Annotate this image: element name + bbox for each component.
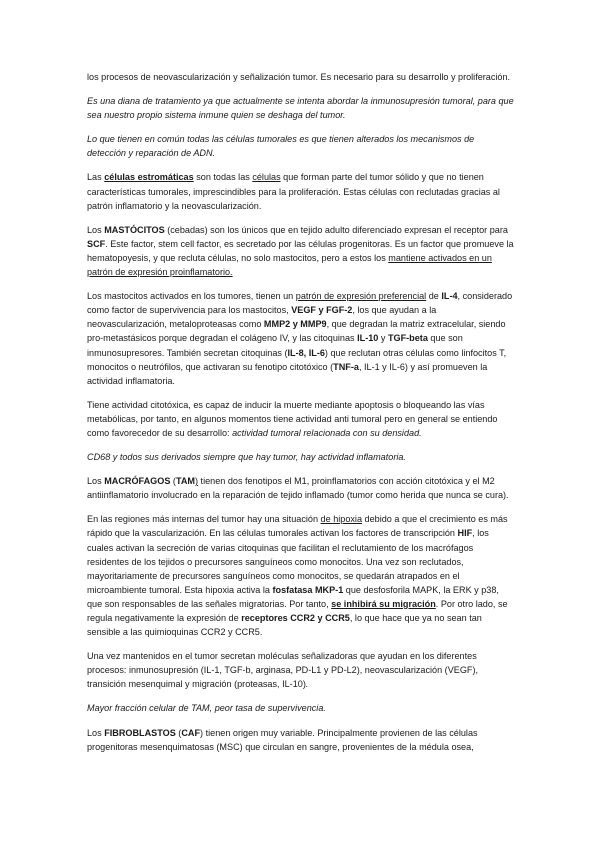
term-fibroblastos: FIBROBLASTOS	[104, 727, 176, 738]
term-il4: IL-4	[441, 291, 458, 302]
text: . Este factor, stem cell factor, es secretado por las células progenitoras. Es un factor que promueve la hematopoyesis, y que recluta células, no solo mastocitos, pero a estos los	[87, 238, 514, 263]
paragraph-neovascularizacion: los procesos de neovascularización y señalización tumor. Es necesario para su desarrollo y proliferación.	[87, 72, 511, 82]
term-mastocitos: MASTÓCITOS	[104, 224, 165, 235]
text: (	[170, 476, 176, 487]
paragraph-fraccion-tam: Mayor fracción celular de TAM, peor tasa de supervivencia.	[87, 703, 326, 714]
term-scf: SCF	[87, 238, 106, 249]
term-vegf-fgf2: VEGF y FGF-2	[291, 305, 353, 316]
term-tgf-beta: TGF-beta	[387, 333, 428, 344]
paragraph-hipoxia	[87, 512, 515, 639]
term-il10: IL-10	[357, 333, 379, 344]
text: ) que reclutan otras células como linfocitos T, monocitos o neutrófilos, que activaran su fenotipo citotóxico (	[87, 347, 507, 372]
text: , IL-1 y IL-6) y así promueven la actividad inflamatoria.	[87, 361, 488, 386]
text: tienen dos fenotipos el M1, proinflamatorios con acción citotóxica y el M2 antiinflamatorio involucrado en la reparación de tejido inflamado (tumor como herida que nunca se cura).	[87, 476, 509, 501]
text: son todas las	[193, 172, 253, 183]
paragraph-deteccion-adn: Lo que tienen en común todas las células tumorales es que tienen alterados los mecanismos de detección y reparación de ADN.	[87, 134, 475, 159]
paragraph-actividad-citotoxica	[87, 398, 515, 440]
term-hipoxia: de hipoxia	[320, 514, 363, 525]
text: Los	[87, 476, 105, 487]
text: Los	[87, 224, 105, 235]
term-hif: HIF	[457, 528, 473, 539]
text: que son inmunosupresores. También secretan citoquinas (	[87, 333, 463, 358]
term-il8-il6: IL-8, IL-6	[287, 347, 325, 358]
term-mmp: MMP2 y MMP9	[263, 319, 327, 330]
paragraph-celulas-estromaticas	[87, 170, 515, 212]
text: Una vez mantenidos en el tumor secretan moléculas señalizadoras que ayudan en los diferentes procesos: inmunosupresión (IL-1, TGF-b, arginasa, PD-L1 y PD-L2), neovascularización (VEGF), transición mesenquimal y migración (proteasas, IL-10)	[87, 651, 479, 690]
text: , considerado como factor de supervivencia para los mastocitos,	[87, 291, 513, 316]
text: que forman parte del tumor sólido y que no tienen características tumorales, imprescindibles para la proliferación. Estas células con reclutadas gracias al patrón inflamatorio y la neovascularización.	[87, 172, 500, 211]
paragraph-diana-tratamiento: Es una diana de tratamiento ya que actualmente se intenta abordar la inmunosupresión tumoral, para que sea nuestro propio sistema inmune quien se deshaga del tumor.	[87, 96, 514, 121]
term-patron-preferencial: patrón de expresión preferencial	[295, 291, 427, 302]
term-celulas-estromaticas: células estromáticas	[104, 172, 194, 183]
text: y	[378, 333, 388, 344]
text: En las regiones más internas del tumor hay una situación	[87, 514, 321, 525]
text: que desfosforila MAPK, la ERK y p38, que son responsables de las señales migratorias. Por tanto,	[87, 584, 499, 609]
text: .	[305, 679, 309, 690]
paragraph-macrofagos	[87, 474, 515, 502]
term-caf: CAF	[181, 727, 201, 738]
paragraph-moleculas-senalizadoras	[87, 649, 515, 691]
term-macrofagos: MACRÓFAGOS	[104, 476, 171, 487]
text: Los mastocitos activados en los tumores, tienen un	[87, 291, 296, 302]
term-ccr2-ccr5: receptores CCR2 y CCR5	[241, 613, 350, 623]
term-tnf-a: TNF-a	[333, 361, 359, 372]
text: Las	[87, 172, 105, 183]
term-celulas: células	[252, 172, 281, 183]
term-inhibe-migracion: se inhibirá su migración	[331, 598, 436, 609]
text: debido a que el crecimiento es más rápido que la vascularización. En las células tumorales activan los factores de transcripción	[87, 514, 508, 539]
text: Tiene actividad citotóxica, es capaz de inducir la muerte mediante apoptosis o bloqueando las vías metabólicas, por tanto, en algunos momentos tiene actividad anti tumoral pero en general se entiendo como favorecedor de su desarrollo:	[87, 399, 498, 438]
paragraph-cd68: CD68 y todos sus derivados siempre que hay tumor, hay actividad inflamatoria.	[87, 452, 406, 463]
text: de	[426, 291, 442, 302]
document-page	[87, 70, 515, 764]
text: , que degradan la matriz extracelular, siendo pro-metastásicos porque degradan el colágeno IV, y las citoquinas	[87, 319, 506, 344]
text: , lo que hace que ya no sean tan sensible a las quimioquinas CCR2 y CCR5.	[87, 613, 482, 638]
text: , los cuales activan la secreción de varias citoquinas que facilitan el reclutamiento de los macrófagos residentes de los tejidos o precursores sanguíneos como monocitos. Una vez son reclutados, mayoritariamente de precursores sanguíneos como monocitos, se quedarán atrapados en el microambiente tumoral. Esta hipoxia activa la	[87, 528, 489, 595]
text: (	[175, 727, 182, 738]
text: (cebadas) son los únicos que en tejido adulto diferenciado expresan el receptor para	[164, 224, 508, 235]
term-tam: TAM	[175, 476, 195, 487]
text: ) tienen origen muy variable. Principalmente provienen de las células progenitoras mesenquimatosas (MSC) que circulan en sangre, provenientes de la médula osea,	[87, 727, 478, 752]
text: Los	[87, 727, 105, 738]
text: , los que ayudan a la neovascularización, metaloproteasas como	[87, 305, 437, 330]
text: . Por otro lado, se regula negativamente la expresión de	[87, 598, 508, 623]
text: )	[194, 476, 199, 487]
term-patron-proinflamatorio: mantiene activados en un patrón de expresión proinflamatorio.	[87, 252, 492, 278]
paragraph-fibroblastos	[87, 726, 515, 754]
paragraph-mastocitos	[87, 223, 515, 279]
text-italic: actividad tumoral relacionada con su densidad.	[232, 427, 422, 438]
paragraph-mastocitos-activados	[87, 289, 515, 388]
term-mkp1: fosfatasa MKP-1	[272, 584, 344, 595]
